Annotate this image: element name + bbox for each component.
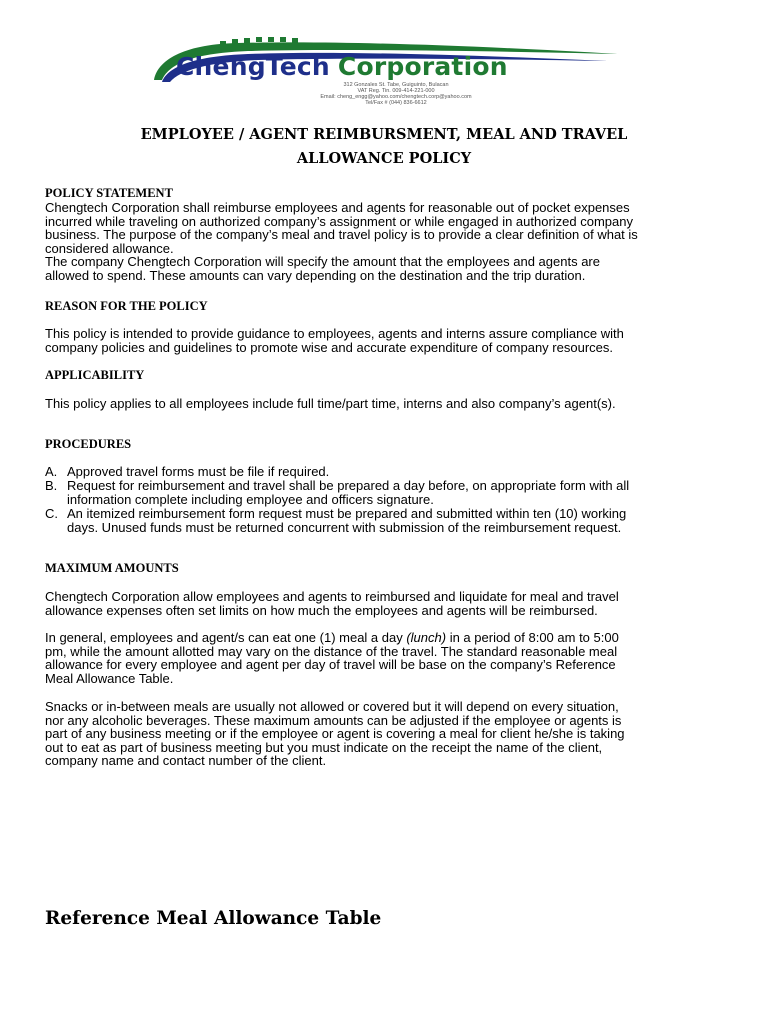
text-line: nor any alcoholic beverages. These maximum amounts can be adjusted if the employee or agents is [45,712,622,728]
text-line: This policy applies to all employees include full time/part time, interns and also company’s agent(s). [45,396,616,411]
text-line: allowance expenses often set limits on how much the employees and agents will be reimbursed. [45,602,598,618]
text-line: Snacks or in-between meals are usually not allowed or covered but it will depend on every situation, [45,699,619,714]
text-line: incurred while traveling on authorized company’s assignment or while engaged in authorized company [45,213,633,229]
text-line: Chengtech Corporation allow employees and agents to reimbursed and liquidate for meal and travel [45,589,619,604]
text-line: company policies and guidelines to promote wise and accurate expenditure of company resources. [45,339,613,355]
applicability-heading: APPLICABILITY [45,368,145,382]
text-line: The company Chengtech Corporation will specify the amount that the employees and agents are [45,254,600,270]
applicability-text [45,397,735,411]
text-line: business. The purpose of the company’s meal and travel policy is to provide a clear definition of what is [45,227,638,243]
company-vat: VAT Reg. Tin. 009-414-221-000 [357,88,435,94]
procedure-text [67,479,707,506]
company-name: ChengTech [176,52,330,81]
text-run: In general, employees and agent/s can eat one (1) meal a day [45,630,407,645]
title-line-1: EMPLOYEE / AGENT REIMBURSMENT, MEAL AND TRAVEL [140,126,628,143]
maximum-amounts-para-1 [45,590,735,617]
reason-text [45,327,735,354]
procedure-item-b [45,479,735,507]
text-line: out to eat as part of business meeting but you must indicate on the receipt the name of the client, [45,739,603,755]
text-line: company name and contact number of the client. [45,753,327,769]
text-line: allowed to spend. These amounts can vary depending on the destination and the trip duration. [45,267,586,283]
text-line: days. Unused funds must be returned concurrent with submission of the reimbursement request. [67,519,622,535]
maximum-amounts-para-2 [45,631,735,685]
procedure-text [67,507,707,534]
text-line [45,631,735,645]
letterhead [148,30,618,110]
document-title [60,123,708,171]
title-line-2: ALLOWANCE POLICY [296,150,472,167]
procedure-letter: A. [45,464,58,479]
reference-table-title: Reference Meal Allowance Table [45,908,382,929]
text-line: part of any business meeting or if the employee or agent is covering a meal for client he/she is taking [45,726,625,742]
text-run: in a period of 8:00 am to 5:00 [446,630,619,645]
reason-heading: REASON FOR THE POLICY [45,299,208,313]
text-line: Request for reimbursement and travel shall be prepared a day before, on appropriate form with all [67,478,630,493]
lunch-emphasis: (lunch) [406,630,447,645]
procedure-item-a [45,465,735,479]
procedure-text [67,465,707,479]
text-line: This policy is intended to provide guidance to employees, agents and interns assure compliance with [45,326,624,341]
text-line: pm, while the amount allotted may vary on the distance of the travel. The standard reasonable meal [45,643,618,659]
text-line: An itemized reimbursement form request must be prepared and submitted within ten (10) working [67,506,627,521]
company-address: 312 Gonzales St. Tabe, Guiguinto, Bulacan [343,82,449,88]
text-line: Approved travel forms must be file if required. [67,464,330,479]
company-logo-text [176,52,508,82]
text-line: allowance for every employee and agent per day of travel will be base on the company’s Reference [45,657,616,673]
maximum-amounts-para-3 [45,700,735,768]
company-telfax: Tel/Fax # (044) 836-6612 [365,100,427,106]
text-line: Chengtech Corporation shall reimburse employees and agents for reasonable out of pocket expenses [45,200,630,215]
text-line: Meal Allowance Table. [45,670,174,686]
procedures-heading: PROCEDURES [45,437,132,451]
procedure-letter: B. [45,478,58,493]
maximum-amounts-heading: MAXIMUM AMOUNTS [45,561,179,575]
procedure-item-c [45,507,735,535]
text-line: considered allowance. [45,240,174,256]
text-line: information complete including employee and officers signature. [67,491,434,507]
policy-statement-heading: POLICY STATEMENT [45,186,173,200]
company-suffix: Corporation [337,52,508,81]
procedure-letter: C. [45,506,58,521]
policy-statement-text [45,201,735,283]
company-email: Email: cheng_engg@yahoo.com/chengtech.corp@yahoo.com [320,94,472,100]
